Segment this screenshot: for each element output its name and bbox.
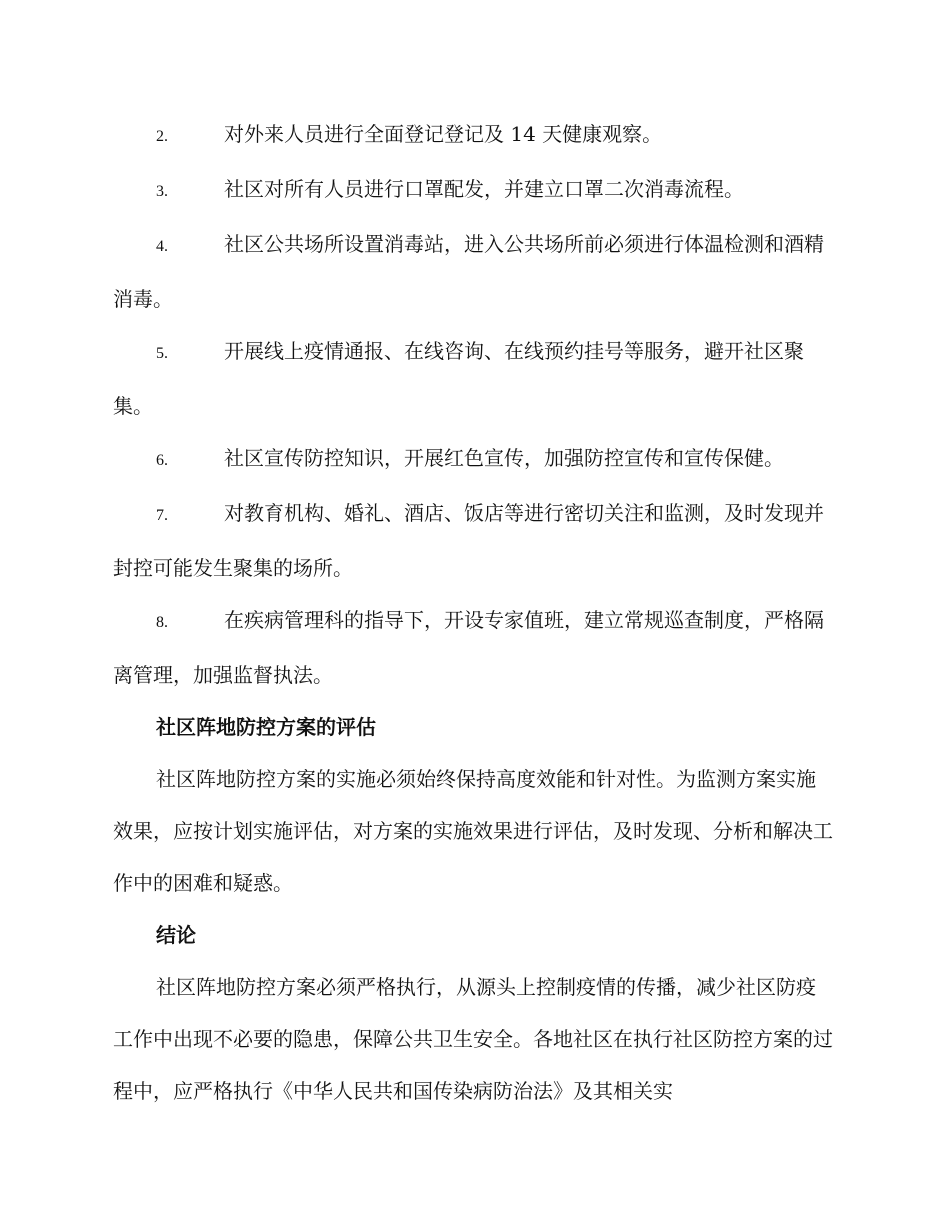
section-heading-evaluation: 社区阵地防控方案的评估 xyxy=(156,715,376,739)
list-text: 对外来人员进行全面登记登记及 14 天健康观察。 xyxy=(224,122,663,146)
document-body xyxy=(113,108,833,1117)
list-number: 4. xyxy=(156,238,168,255)
list-number: 7. xyxy=(156,507,168,524)
list-text: 对教育机构、婚礼、酒店、饭店等进行密切关注和监测，及时发现并封控可能发生聚集的场所。 xyxy=(113,501,824,580)
list-text: 在疾病管理科的指导下，开设专家值班，建立常规巡查制度，严格隔离管理，加强监督执法。 xyxy=(113,608,824,687)
section-paragraph-conclusion: 社区阵地防控方案必须严格执行，从源头上控制疫情的传播，减少社区防疫工作中出现不必要的隐患，保障公共卫生安全。各地社区在执行社区防控方案的过程中，应严格执行《中华人民共和国传染病防治法》及其相关实 xyxy=(113,975,833,1103)
list-item-8 xyxy=(113,594,833,701)
list-number: 6. xyxy=(156,452,168,469)
list-item-4 xyxy=(113,218,833,325)
list-item-6 xyxy=(113,432,833,487)
list-number: 5. xyxy=(156,345,168,362)
list-item-3 xyxy=(113,163,833,218)
section-paragraph-evaluation: 社区阵地防控方案的实施必须始终保持高度效能和针对性。为监测方案实施效果，应按计划实施评估，对方案的实施效果进行评估，及时发现、分析和解决工作中的困难和疑惑。 xyxy=(113,767,833,895)
list-text: 社区公共场所设置消毒站，进入公共场所前必须进行体温检测和酒精消毒。 xyxy=(113,232,824,311)
list-item-2 xyxy=(113,108,833,163)
list-text: 社区对所有人员进行口罩配发，并建立口罩二次消毒流程。 xyxy=(224,177,744,201)
list-text: 社区宣传防控知识，开展红色宣传，加强防控宣传和宣传保健。 xyxy=(224,446,784,470)
section-heading-conclusion: 结论 xyxy=(156,923,196,947)
list-item-5 xyxy=(113,325,833,432)
list-text: 开展线上疫情通报、在线咨询、在线预约挂号等服务，避开社区聚集。 xyxy=(113,339,804,418)
list-number: 2. xyxy=(156,128,168,145)
list-item-7 xyxy=(113,487,833,594)
list-number: 3. xyxy=(156,183,168,200)
list-number: 8. xyxy=(156,614,168,631)
